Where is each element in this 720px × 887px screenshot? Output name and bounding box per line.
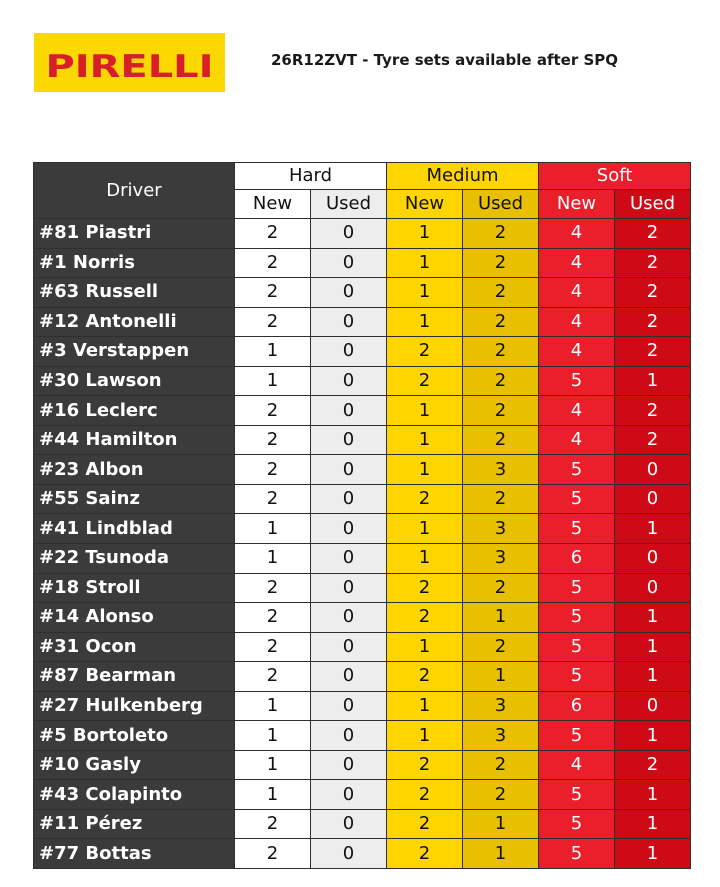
- cell-soft-used: 2: [615, 278, 691, 308]
- cell-hard-new: 1: [235, 514, 311, 544]
- driver-name-cell: #11 Pérez: [34, 809, 235, 839]
- cell-hard-new: 2: [235, 307, 311, 337]
- cell-hard-new: 1: [235, 780, 311, 810]
- cell-soft-used: 1: [615, 514, 691, 544]
- cell-hard-new: 1: [235, 691, 311, 721]
- cell-soft-new: 5: [539, 721, 615, 751]
- pirelli-logo: [34, 33, 225, 92]
- cell-medium-used: 2: [463, 425, 539, 455]
- cell-medium-used: 2: [463, 750, 539, 780]
- table-row: [34, 544, 691, 574]
- table-row: [34, 278, 691, 308]
- cell-medium-new: 1: [387, 307, 463, 337]
- cell-hard-new: 1: [235, 721, 311, 751]
- cell-soft-new: 5: [539, 366, 615, 396]
- cell-hard-used: 0: [311, 544, 387, 574]
- cell-soft-new: 4: [539, 248, 615, 278]
- cell-hard-used: 0: [311, 455, 387, 485]
- cell-hard-new: 2: [235, 603, 311, 633]
- cell-soft-new: 4: [539, 425, 615, 455]
- cell-soft-used: 1: [615, 721, 691, 751]
- table-row: [34, 603, 691, 633]
- group-header-hard: Hard: [235, 163, 387, 190]
- cell-medium-used: 2: [463, 632, 539, 662]
- cell-hard-new: 1: [235, 544, 311, 574]
- pirelli-logo-text: PIRELLI: [45, 49, 214, 85]
- cell-soft-used: 2: [615, 396, 691, 426]
- cell-hard-new: 1: [235, 366, 311, 396]
- cell-hard-used: 0: [311, 278, 387, 308]
- cell-medium-used: 2: [463, 307, 539, 337]
- table-row: [34, 307, 691, 337]
- cell-soft-new: 5: [539, 514, 615, 544]
- table-row: [34, 425, 691, 455]
- cell-medium-new: 1: [387, 544, 463, 574]
- cell-hard-new: 2: [235, 662, 311, 692]
- cell-soft-used: 1: [615, 809, 691, 839]
- cell-medium-used: 2: [463, 219, 539, 249]
- driver-name-cell: #27 Hulkenberg: [34, 691, 235, 721]
- cell-medium-new: 1: [387, 721, 463, 751]
- cell-hard-used: 0: [311, 662, 387, 692]
- cell-hard-new: 2: [235, 219, 311, 249]
- table-row: [34, 809, 691, 839]
- table-row: [34, 219, 691, 249]
- cell-hard-used: 0: [311, 484, 387, 514]
- cell-soft-new: 5: [539, 573, 615, 603]
- cell-medium-new: 2: [387, 484, 463, 514]
- cell-medium-new: 2: [387, 839, 463, 869]
- cell-medium-new: 1: [387, 248, 463, 278]
- cell-medium-used: 2: [463, 248, 539, 278]
- cell-hard-used: 0: [311, 603, 387, 633]
- table-row: [34, 514, 691, 544]
- cell-soft-new: 5: [539, 603, 615, 633]
- table-row: [34, 337, 691, 367]
- cell-soft-used: 2: [615, 219, 691, 249]
- cell-hard-used: 0: [311, 632, 387, 662]
- cell-soft-used: 0: [615, 484, 691, 514]
- cell-medium-used: 1: [463, 809, 539, 839]
- driver-name-cell: #10 Gasly: [34, 750, 235, 780]
- subheader-soft-new: New: [539, 190, 615, 219]
- cell-hard-new: 2: [235, 278, 311, 308]
- driver-name-cell: #18 Stroll: [34, 573, 235, 603]
- table-row: [34, 662, 691, 692]
- cell-soft-used: 2: [615, 750, 691, 780]
- table-row: [34, 632, 691, 662]
- tyre-sets-table: [33, 162, 691, 869]
- cell-medium-used: 2: [463, 780, 539, 810]
- cell-soft-used: 2: [615, 307, 691, 337]
- cell-hard-used: 0: [311, 425, 387, 455]
- cell-soft-used: 2: [615, 248, 691, 278]
- driver-name-cell: #5 Bortoleto: [34, 721, 235, 751]
- cell-medium-used: 3: [463, 514, 539, 544]
- driver-name-cell: #14 Alonso: [34, 603, 235, 633]
- cell-soft-used: 0: [615, 455, 691, 485]
- table-row: [34, 455, 691, 485]
- driver-name-cell: #77 Bottas: [34, 839, 235, 869]
- table-row: [34, 573, 691, 603]
- driver-name-cell: #63 Russell: [34, 278, 235, 308]
- cell-medium-new: 2: [387, 603, 463, 633]
- driver-name-cell: #43 Colapinto: [34, 780, 235, 810]
- cell-medium-new: 2: [387, 662, 463, 692]
- cell-medium-new: 2: [387, 750, 463, 780]
- group-header-medium: Medium: [387, 163, 539, 190]
- driver-name-cell: #41 Lindblad: [34, 514, 235, 544]
- cell-hard-used: 0: [311, 307, 387, 337]
- table-row: [34, 248, 691, 278]
- group-header-soft: Soft: [539, 163, 691, 190]
- subheader-medium-new: New: [387, 190, 463, 219]
- cell-hard-new: 2: [235, 455, 311, 485]
- cell-hard-new: 2: [235, 248, 311, 278]
- cell-medium-used: 3: [463, 544, 539, 574]
- cell-soft-used: 1: [615, 780, 691, 810]
- subheader-hard-new: New: [235, 190, 311, 219]
- cell-soft-used: 1: [615, 603, 691, 633]
- cell-hard-used: 0: [311, 839, 387, 869]
- page-title: 26R12ZVT - Tyre sets available after SPQ: [271, 51, 618, 69]
- table-row: [34, 366, 691, 396]
- cell-soft-used: 0: [615, 691, 691, 721]
- cell-medium-used: 1: [463, 603, 539, 633]
- cell-medium-new: 1: [387, 396, 463, 426]
- cell-soft-new: 4: [539, 278, 615, 308]
- cell-medium-new: 1: [387, 632, 463, 662]
- cell-soft-used: 0: [615, 573, 691, 603]
- cell-medium-new: 2: [387, 780, 463, 810]
- cell-hard-used: 0: [311, 750, 387, 780]
- cell-medium-new: 1: [387, 514, 463, 544]
- cell-soft-new: 5: [539, 662, 615, 692]
- cell-soft-new: 5: [539, 780, 615, 810]
- cell-medium-used: 2: [463, 484, 539, 514]
- cell-hard-used: 0: [311, 691, 387, 721]
- pirelli-logo-mark: [34, 33, 225, 92]
- cell-hard-new: 1: [235, 337, 311, 367]
- cell-hard-used: 0: [311, 248, 387, 278]
- cell-soft-used: 1: [615, 662, 691, 692]
- cell-hard-new: 1: [235, 750, 311, 780]
- cell-hard-used: 0: [311, 721, 387, 751]
- subheader-hard-used: Used: [311, 190, 387, 219]
- cell-soft-used: 1: [615, 632, 691, 662]
- cell-soft-new: 5: [539, 839, 615, 869]
- cell-hard-used: 0: [311, 337, 387, 367]
- cell-medium-used: 3: [463, 691, 539, 721]
- driver-column-header: Driver: [34, 163, 235, 219]
- cell-medium-new: 2: [387, 366, 463, 396]
- cell-soft-used: 1: [615, 839, 691, 869]
- cell-soft-new: 4: [539, 750, 615, 780]
- cell-hard-new: 2: [235, 425, 311, 455]
- table-row: [34, 780, 691, 810]
- cell-soft-used: 2: [615, 337, 691, 367]
- driver-name-cell: #31 Ocon: [34, 632, 235, 662]
- cell-hard-new: 2: [235, 809, 311, 839]
- cell-medium-new: 1: [387, 278, 463, 308]
- cell-medium-new: 1: [387, 425, 463, 455]
- cell-hard-used: 0: [311, 219, 387, 249]
- cell-medium-used: 2: [463, 337, 539, 367]
- cell-medium-new: 2: [387, 809, 463, 839]
- driver-name-cell: #55 Sainz: [34, 484, 235, 514]
- cell-medium-used: 1: [463, 662, 539, 692]
- cell-hard-used: 0: [311, 780, 387, 810]
- driver-name-cell: #30 Lawson: [34, 366, 235, 396]
- cell-soft-new: 4: [539, 396, 615, 426]
- cell-medium-new: 2: [387, 573, 463, 603]
- cell-soft-used: 0: [615, 544, 691, 574]
- driver-name-cell: #3 Verstappen: [34, 337, 235, 367]
- driver-name-cell: #22 Tsunoda: [34, 544, 235, 574]
- table-row: [34, 750, 691, 780]
- cell-medium-used: 3: [463, 455, 539, 485]
- cell-hard-new: 2: [235, 396, 311, 426]
- cell-medium-new: 1: [387, 455, 463, 485]
- table-row: [34, 839, 691, 869]
- driver-name-cell: #81 Piastri: [34, 219, 235, 249]
- table-row: [34, 484, 691, 514]
- cell-medium-used: 2: [463, 366, 539, 396]
- cell-soft-new: 6: [539, 544, 615, 574]
- cell-hard-used: 0: [311, 809, 387, 839]
- cell-soft-used: 2: [615, 425, 691, 455]
- cell-soft-new: 4: [539, 337, 615, 367]
- cell-hard-used: 0: [311, 514, 387, 544]
- subheader-soft-used: Used: [615, 190, 691, 219]
- cell-hard-new: 2: [235, 839, 311, 869]
- cell-medium-used: 3: [463, 721, 539, 751]
- cell-hard-used: 0: [311, 366, 387, 396]
- cell-medium-new: 1: [387, 219, 463, 249]
- cell-medium-used: 2: [463, 396, 539, 426]
- cell-medium-new: 2: [387, 337, 463, 367]
- cell-medium-used: 1: [463, 839, 539, 869]
- cell-soft-used: 1: [615, 366, 691, 396]
- table-body: [34, 219, 691, 869]
- cell-hard-new: 2: [235, 632, 311, 662]
- header-row-groups: [34, 163, 691, 190]
- cell-soft-new: 6: [539, 691, 615, 721]
- table-row: [34, 691, 691, 721]
- cell-soft-new: 5: [539, 455, 615, 485]
- table-row: [34, 396, 691, 426]
- driver-name-cell: #1 Norris: [34, 248, 235, 278]
- cell-medium-used: 2: [463, 573, 539, 603]
- cell-soft-new: 4: [539, 307, 615, 337]
- driver-name-cell: #16 Leclerc: [34, 396, 235, 426]
- driver-name-cell: #23 Albon: [34, 455, 235, 485]
- cell-hard-used: 0: [311, 573, 387, 603]
- cell-hard-new: 2: [235, 573, 311, 603]
- cell-medium-new: 1: [387, 691, 463, 721]
- cell-soft-new: 5: [539, 632, 615, 662]
- cell-hard-new: 2: [235, 484, 311, 514]
- driver-name-cell: #12 Antonelli: [34, 307, 235, 337]
- table-row: [34, 721, 691, 751]
- cell-soft-new: 5: [539, 484, 615, 514]
- subheader-medium-used: Used: [463, 190, 539, 219]
- cell-medium-used: 2: [463, 278, 539, 308]
- cell-soft-new: 4: [539, 219, 615, 249]
- driver-name-cell: #44 Hamilton: [34, 425, 235, 455]
- cell-hard-used: 0: [311, 396, 387, 426]
- cell-soft-new: 5: [539, 809, 615, 839]
- driver-name-cell: #87 Bearman: [34, 662, 235, 692]
